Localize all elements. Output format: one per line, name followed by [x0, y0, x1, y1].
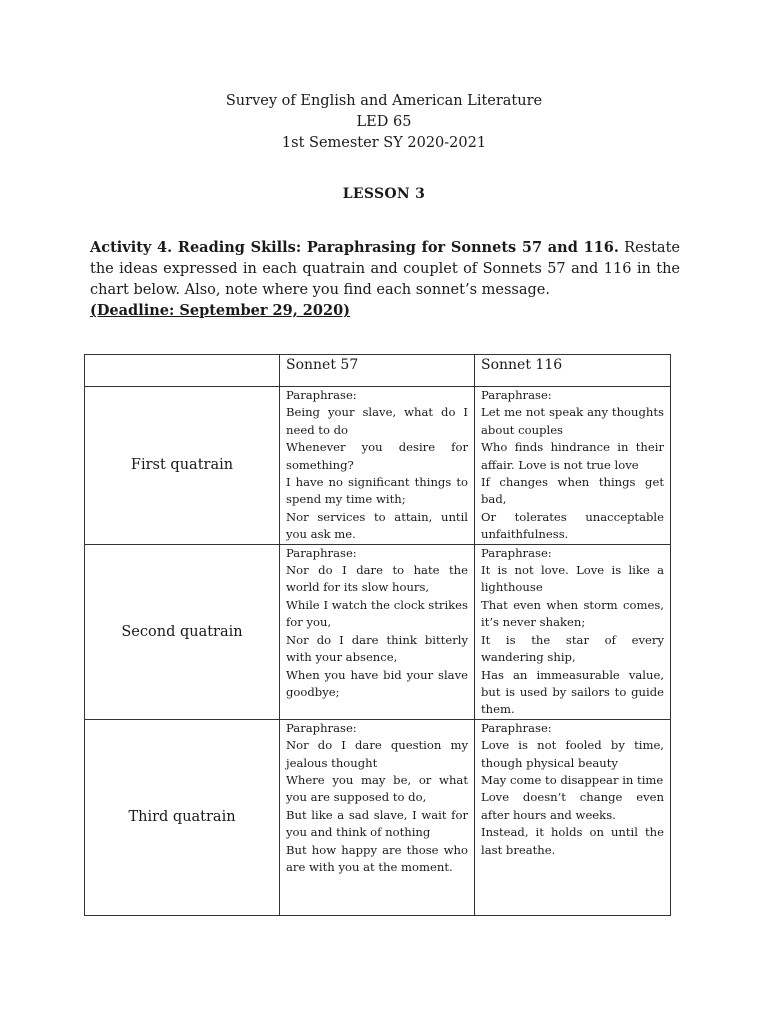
course-code: LED 65: [356, 114, 412, 130]
paraphrase-line: When you have bid your slave goodbye;: [286, 667, 468, 699]
paraphrase-line: Love is not fooled by time, though physical beauty: [481, 738, 664, 770]
paraphrase-line: Let me not speak any thoughts about couples: [481, 405, 664, 437]
table-header-row: [85, 355, 671, 387]
paraphrase-line: It is not love. Love is like a lighthouse: [481, 563, 664, 595]
paraphrase-label: Paraphrase:: [481, 388, 552, 402]
semester: 1st Semester SY 2020-2021: [281, 135, 487, 151]
paraphrase-label: Paraphrase:: [481, 720, 552, 735]
deadline: (Deadline: September 29, 2020): [90, 302, 351, 319]
paraphrase-line: Instead, it holds on until the last breathe.: [481, 825, 664, 857]
paraphrase-label: Paraphrase:: [286, 545, 357, 560]
paraphrase-line: Nor do I dare to hate the world for its slow hours,: [286, 563, 468, 595]
paraphrase-line: Or tolerates unacceptable unfaithfulness.: [481, 509, 664, 542]
sonnet-116-paraphrase: [475, 544, 671, 719]
sonnet-57-paraphrase: [280, 544, 475, 719]
paraphrase-line: Nor services to attain, until you ask me.: [286, 509, 468, 542]
paraphrase-label: Paraphrase:: [286, 720, 357, 735]
paraphrase-label: Paraphrase:: [286, 388, 357, 402]
paraphrase-line: But like a sad slave, I wait for you and think of nothing: [286, 807, 468, 840]
row-label-second-quatrain: Second quatrain: [85, 544, 280, 719]
paraphrase-line: Whenever you desire for something?: [286, 440, 468, 472]
course-title: Survey of English and American Literature: [225, 93, 543, 109]
paraphrase-line: Nor do I dare question my jealous thought: [286, 738, 468, 770]
table-row: [85, 719, 671, 915]
course-header: [0, 91, 768, 154]
sonnet-116-paraphrase: [475, 387, 671, 545]
paraphrase-label: Paraphrase:: [481, 545, 552, 560]
paraphrase-line: Being your slave, what do I need to do: [286, 405, 468, 437]
paraphrase-line: That even when storm comes, it’s never shaken;: [481, 597, 664, 630]
paraphrase-line: Where you may be, or what you are supposed to do,: [286, 772, 468, 805]
table-row: [85, 387, 671, 545]
column-header-sonnet-57: Sonnet 57: [280, 355, 475, 387]
column-header-empty: [85, 355, 280, 387]
paraphrase-line: Who finds hindrance in their affair. Love is not true love: [481, 440, 664, 472]
sonnet-57-paraphrase: [280, 719, 475, 915]
lesson-heading: LESSON 3: [342, 186, 426, 202]
paraphrase-line: Love doesn’t change even after hours and weeks.: [481, 790, 664, 822]
row-label-third-quatrain: Third quatrain: [85, 719, 280, 915]
paraphrase-line: Has an immeasurable value, but is used by sailors to guide them.: [481, 667, 664, 717]
activity-text: Restate the ideas expressed in each quatrain and couplet of Sonnets 57 and 116 in the chart below. Also, note where you find each sonnet’s message.: [90, 240, 680, 298]
paraphrase-line: But how happy are those who are with you at the moment.: [286, 842, 468, 874]
paraphrase-line: If changes when things get bad,: [481, 475, 664, 507]
activity-instructions: [90, 237, 680, 301]
row-label-first-quatrain: First quatrain: [85, 387, 280, 545]
paraphrase-line: May come to disappear in time: [481, 772, 664, 787]
sonnet-57-paraphrase: [280, 387, 475, 545]
sonnet-116-paraphrase: [475, 719, 671, 915]
paraphrase-line: While I watch the clock strikes for you,: [286, 597, 468, 630]
column-header-sonnet-116: Sonnet 116: [475, 355, 671, 387]
paraphrase-line: It is the star of every wandering ship,: [481, 632, 664, 665]
table-row: [85, 544, 671, 719]
paraphrase-table: [84, 354, 671, 916]
paraphrase-line: I have no significant things to spend my time with;: [286, 475, 468, 507]
activity-title: Activity 4. Reading Skills: Paraphrasing for Sonnets 57 and 116.: [90, 239, 619, 256]
paraphrase-line: Nor do I dare think bitterly with your absence,: [286, 632, 468, 665]
